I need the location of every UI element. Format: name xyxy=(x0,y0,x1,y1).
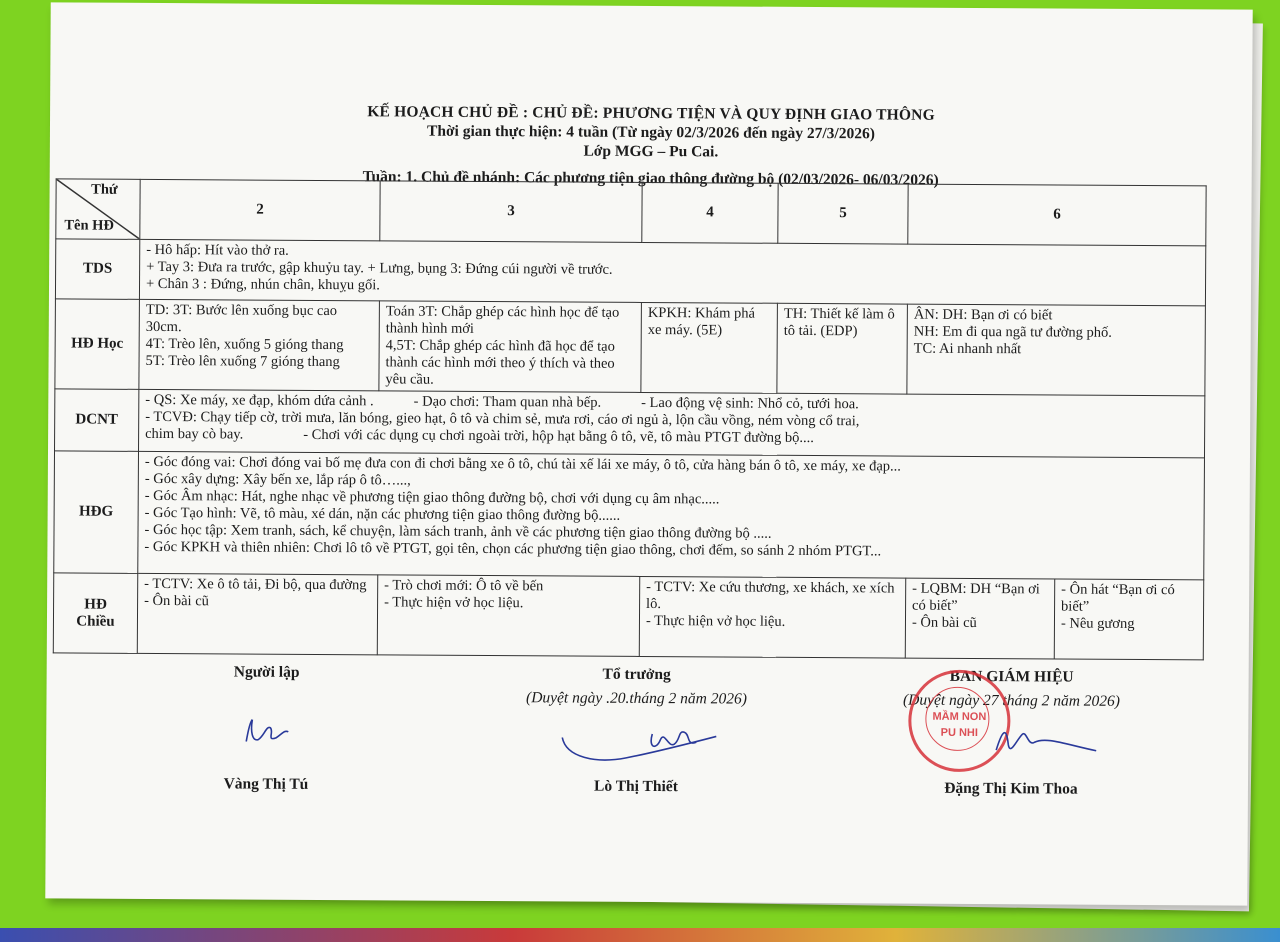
corner-label-day: Thứ xyxy=(91,181,118,198)
text-line: Toán 3T: Chắp ghép các hình học để tạo thành hình mới xyxy=(385,303,620,337)
text-line: - Góc xây dựng: Xây bến xe, lắp ráp ô tô…..., xyxy=(144,470,411,489)
text-line: - Góc học tập: Xem tranh, sách, kể chuyện, làm sách tranh, ảnh về các phương tiện giao thông đường bộ ..... xyxy=(144,521,772,542)
corner-label-activity: Tên HĐ xyxy=(64,217,114,234)
row-label: HĐ Học xyxy=(55,299,140,390)
team-leader-name: Lò Thị Thiết xyxy=(593,777,678,796)
weekly-plan-table xyxy=(53,178,1207,660)
text-segment: chim bay cò bay. xyxy=(145,425,244,443)
row-label: HĐG xyxy=(54,451,139,574)
day-header: 6 xyxy=(908,184,1206,246)
week-title: Tuần: 1. Chủ đề nhánh: Các phương tiện giao thông đường bộ (02/03/2026- 06/03/2026) xyxy=(362,168,939,189)
board-approval: (Duyệt ngày 27 tháng 2 năm 2026) xyxy=(902,691,1121,710)
row-label: DCNT xyxy=(55,389,139,452)
cell-day-5-6 xyxy=(905,578,1203,660)
row-hd-hoc xyxy=(55,299,1206,396)
corner-cell xyxy=(56,179,140,240)
text-line: - Hô hấp: Hít vào thở ra. xyxy=(146,241,289,259)
plan-title: KẾ HOẠCH CHỦ ĐỀ : CHỦ ĐỀ: PHƯƠNG TIỆN VÀ QUY ĐỊNH GIAO THÔNG xyxy=(367,103,935,124)
text-line: - Thực hiện vở học liệu. xyxy=(384,594,524,612)
text-line: - Ôn bài cũ xyxy=(911,614,977,632)
cell-day-3 xyxy=(377,575,639,657)
document-header xyxy=(50,100,1252,164)
team-leader-approval: (Duyệt ngày .20.tháng 2 năm 2026) xyxy=(526,689,747,708)
plan-duration: Thời gian thực hiện: 4 tuần (Từ ngày 02/3/2026 đến ngày 27/3/2026) xyxy=(426,122,875,143)
cell-day-6 xyxy=(907,304,1206,396)
row-hd-chieu xyxy=(53,573,1203,660)
table-header-row xyxy=(56,179,1206,246)
text-line: + Chân 3 : Đứng, nhún chân, khuỵu gối. xyxy=(145,275,380,294)
row-label: TDS xyxy=(55,239,139,300)
text-line: 5T: Trèo lên xuống 7 gióng thang xyxy=(145,352,340,371)
dcnt-content xyxy=(139,389,1205,458)
text-line: - Ôn bài cũ xyxy=(144,592,209,610)
text-line: - TCTV: Xe ô tô tải, Đi bộ, qua đường xyxy=(144,575,367,594)
class-name: Lớp MGG – Pu Cai. xyxy=(583,142,719,161)
document-page xyxy=(45,2,1252,905)
team-leader-signature-icon xyxy=(556,717,726,772)
text-line: - Thực hiện vở học liệu. xyxy=(645,612,786,630)
row-label-line: Chiều xyxy=(76,613,115,630)
text-line: - Góc Tạo hình: Vẽ, tô màu, xé dán, nặn các phương tiện giao thông đường bộ...... xyxy=(144,504,621,524)
text-line: - Ôn hát “Bạn ơi có biết” xyxy=(1061,581,1175,615)
text-segment: - Chơi với các dụng cụ chơi ngoài trời, hộp hạt bằng ô tô, vẽ, tô màu PTGT đường bộ.... xyxy=(303,426,814,447)
preparer-name: Vàng Thị Tú xyxy=(223,775,309,793)
preparer-title: Người lập xyxy=(233,663,300,681)
text-line: TD: 3T: Bước lên xuống bục cao 30cm. xyxy=(145,301,338,336)
cell-day-3 xyxy=(379,301,642,393)
preparer-signature-icon xyxy=(236,711,296,753)
text-line: 4T: Trèo lên, xuống 5 gióng thang xyxy=(145,335,344,354)
text-line: ÂN: DH: Bạn ơi có biết xyxy=(913,306,1053,324)
cell-day-6 xyxy=(1055,579,1203,659)
text-segment: - QS: Xe máy, xe đạp, khóm dứa cảnh . xyxy=(145,391,374,410)
desk-background xyxy=(0,928,1280,942)
cell-day-5 xyxy=(777,303,908,394)
cell-day-5 xyxy=(906,579,1055,659)
text-line: - Góc đóng vai: Chơi đóng vai bố mẹ đưa con đi chơi bằng xe ô tô, chú tài xế lái xe máy, ô tô, cửa hàng bán ô tô, xe máy, xe đạp... xyxy=(144,453,901,475)
split-cell xyxy=(906,579,1203,660)
cell-day-2 xyxy=(137,573,377,654)
text-line: - Nêu gương xyxy=(1060,615,1135,632)
board-title: BAN GIÁM HIỆU xyxy=(949,667,1074,686)
day-header: 5 xyxy=(778,183,908,244)
text-segment: - Lao động vệ sinh: Nhổ cỏ, tưới hoa. xyxy=(641,394,859,413)
text-line: - TCTV: Xe cứu thương, xe khách, xe xích lô. xyxy=(646,578,895,613)
text-line: - Góc KPKH và thiên nhiên: Chơi lô tô về PTGT, gọi tên, chọn các phương tiện giao thông, chơi đếm, so sánh 2 nhóm PTGT... xyxy=(144,538,882,560)
row-hdg xyxy=(54,451,1205,580)
row-dcnt xyxy=(55,389,1205,458)
text-line: + Tay 3: Đưa ra trước, gập khuỷu tay. + Lưng, bụng 3: Đứng cúi người về trước. xyxy=(146,258,613,278)
row-tds xyxy=(55,239,1205,306)
text-line: KPKH: Khám phá xe máy. (5E) xyxy=(647,304,756,339)
day-header: 4 xyxy=(642,182,778,243)
text-line: TC: Ai nhanh nhất xyxy=(913,340,1022,358)
stamp-text: PU NHI xyxy=(940,726,978,740)
text-line: - TCVĐ: Chạy tiếp cờ, trời mưa, lăn bóng, gieo hạt, ô tô và chim sẻ, mưa rơi, cáo ơi ngủ à, lộn cầu vồng, ném vòng cổ trai, xyxy=(145,408,860,430)
board-signature-icon xyxy=(986,720,1106,761)
cell-day-4 xyxy=(639,576,905,658)
board-name: Đặng Thị Kim Thoa xyxy=(944,779,1078,798)
tds-content xyxy=(139,239,1205,306)
cell-day-2 xyxy=(139,299,380,390)
text-line: - Góc Âm nhạc: Hát, nghe nhạc về phương tiện giao thông đường bộ, chơi với dụng cụ âm nhạc..... xyxy=(144,487,720,508)
cell-day-4 xyxy=(641,302,778,393)
stamp-text: MẦM NON xyxy=(932,710,987,724)
text-segment: - Dạo chơi: Tham quan nhà bếp. xyxy=(413,393,602,411)
team-leader-title: Tổ trưởng xyxy=(602,665,671,684)
text-line: TH: Thiết kế làm ô tô tải. (EDP) xyxy=(783,305,895,340)
hdg-content xyxy=(138,451,1205,580)
day-header: 3 xyxy=(380,181,642,243)
text-line: - LQBM: DH “Bạn ơi có biết” xyxy=(912,580,1040,614)
preparer-signature-block xyxy=(197,663,337,793)
row-label-line: HĐ xyxy=(84,596,107,613)
text-line: - Trò chơi mới: Ô tô về bến xyxy=(384,577,544,595)
text-line: NH: Em đi qua ngã tư đường phố. xyxy=(913,323,1112,341)
text-line: 4,5T: Chắp ghép các hình đã học để tạo thành các hình mới theo ý thích và theo yêu cầu. xyxy=(385,337,615,388)
team-leader-signature-block xyxy=(486,665,786,796)
day-header: 2 xyxy=(140,179,380,240)
row-label xyxy=(53,573,137,654)
